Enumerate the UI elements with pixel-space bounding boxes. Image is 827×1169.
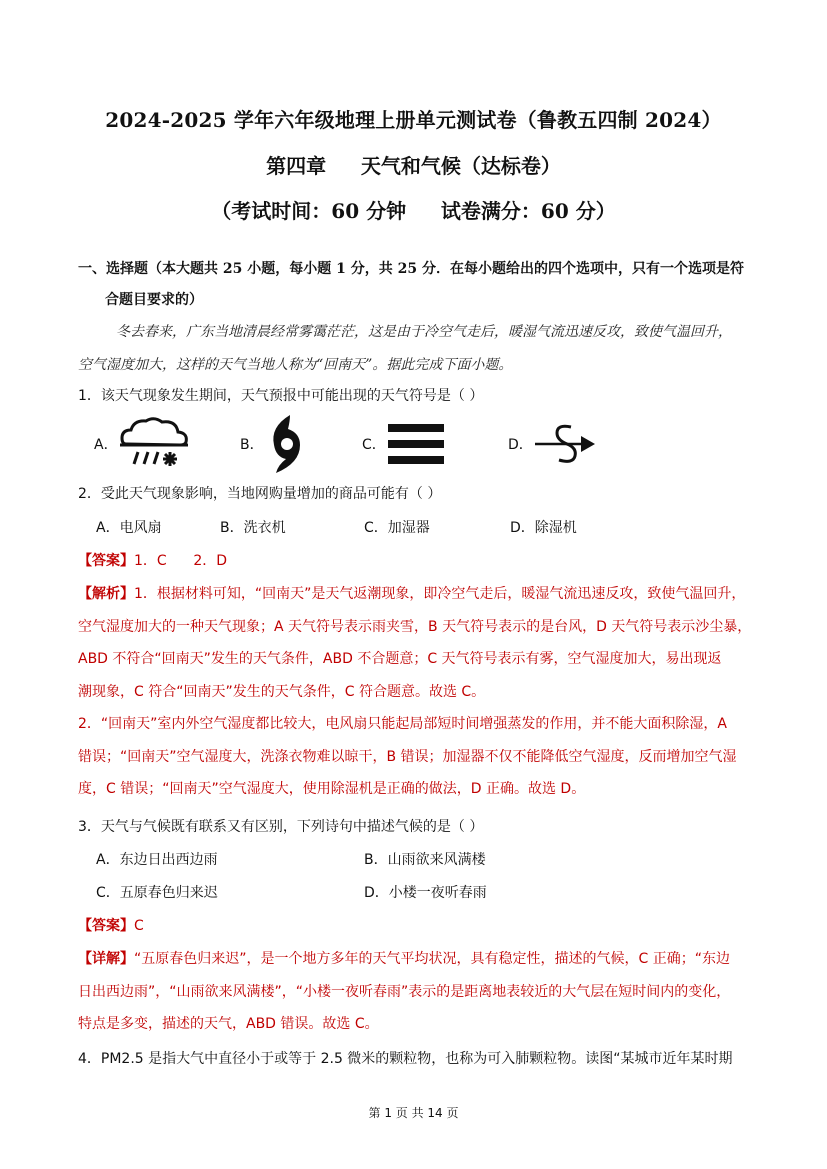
analysis-tag: 【解析】 <box>78 586 134 602</box>
analysis-line: 【解析】1．根据材料可知，“回南天”是天气返潮现象，即冷空气走后，暖湿气流迅速反攻，致使气温回升， <box>78 586 746 602</box>
rain-snow-cloud-icon <box>118 414 190 474</box>
chapter-title: 第四章 天气和气候（达标卷） <box>266 154 561 178</box>
option-d-label: D． <box>508 437 533 453</box>
section-heading <box>78 254 758 316</box>
reading-passage <box>78 316 758 382</box>
option-d <box>508 412 597 476</box>
analysis-line: 【详解】“五原春色归来迟”，是一个地方多年的天气平均状况，具有稳定性，描述的气候，C 正确；“东边 <box>78 951 730 967</box>
option-a-label: A． <box>94 437 118 453</box>
option-c: C．加湿器 <box>364 520 430 536</box>
option-c-label: C． <box>362 437 386 453</box>
analysis-line: 度，C 错误；“回南天”空气湿度大，使用除湿机是正确的做法，D 正确。故选 D。 <box>78 781 586 797</box>
section-heading-line1: 一、选择题（本大题共 25 小题，每小题 1 分，共 25 分．在每小题给出的四个选项中，只有一个选项是符 <box>78 261 744 277</box>
answer-tag: 【答案】 <box>78 918 134 934</box>
passage-line: 冬去春来，广东当地清晨经常雾霭茫茫，这是由于冷空气走后，暖湿气流迅速反攻，致使气温回升， <box>116 324 732 340</box>
option-c <box>362 412 446 476</box>
analysis-line: 空气湿度加大的一种天气现象；A 天气符号表示雨夹雪，B 天气符号表示的是台风，D 天气符号表示沙尘暴， <box>78 618 752 635</box>
typhoon-icon <box>264 413 308 475</box>
question-3-options <box>96 845 696 908</box>
answer-text: 1．C 2．D <box>134 553 228 569</box>
option-c: C．五原春色归来迟 <box>96 885 218 901</box>
passage-line: 空气湿度加大，这样的天气当地人称为“回南天”。据此完成下面小题。 <box>78 357 513 373</box>
analysis-line: ABD 不符合“回南天”发生的天气条件，ABD 不合题意；C 天气符号表示有雾，空气湿度加大，易出现返 <box>78 651 722 667</box>
analysis-line: 潮现象，C 符合“回南天”发生的天气条件，C 符合题意。故选 C。 <box>78 683 486 700</box>
option-b <box>240 412 308 476</box>
document-title: 2024-2025 学年六年级地理上册单元测试卷（鲁教五四制 2024） <box>105 108 722 132</box>
analysis-1-2 <box>78 578 758 806</box>
question-4-stem: 4．PM2.5 是指大气中直径小于或等于 2.5 微米的颗粒物，也称为可入肺颗粒物。读图“某城市近年某时期 <box>78 1051 733 1067</box>
option-b: B．山雨欲来风满楼 <box>364 852 486 868</box>
analysis-line: 日出西边雨”，“山雨欲来风满楼”，“小楼一夜听春雨”表示的是距离地表较近的大气层在短时间内的变化， <box>78 983 731 1000</box>
sandstorm-icon <box>533 422 597 466</box>
question-3-stem: 3．天气与气候既有联系又有区别，下列诗句中描述气候的是（ ） <box>78 819 484 835</box>
question-2-stem: 2．受此天气现象影响，当地网购量增加的商品可能有（ ） <box>78 486 442 502</box>
question-1-options <box>94 412 654 476</box>
option-b-label: B． <box>240 437 264 453</box>
analysis-line: 特点是多变，描述的天气，ABD 错误。故选 C。 <box>78 1016 379 1032</box>
section-heading-line2: 合题目要求的） <box>105 292 203 308</box>
analysis-tag: 【详解】 <box>78 951 134 967</box>
question-2-options <box>96 513 776 543</box>
answer-1-2 <box>78 545 758 578</box>
question-1-stem: 1．该天气现象发生期间，天气预报中可能出现的天气符号是（ ） <box>78 388 484 404</box>
option-d: D．小楼一夜听春雨 <box>364 885 487 901</box>
option-a <box>94 412 190 476</box>
exam-info: （考试时间：60 分钟 试卷满分：60 分） <box>211 199 616 223</box>
analysis-line: 2．“回南天”室内外空气湿度都比较大，电风扇只能起局部短时间增强蒸发的作用，并不能大面积除湿，A <box>78 716 727 732</box>
option-b: B．洗衣机 <box>220 520 286 536</box>
answer-3 <box>78 910 758 943</box>
option-a: A．电风扇 <box>96 520 162 536</box>
fog-icon <box>386 422 446 466</box>
analysis-3 <box>78 943 758 1041</box>
answer-tag: 【答案】 <box>78 553 134 569</box>
answer-text: C <box>134 918 144 934</box>
analysis-line: 错误；“回南天”空气湿度大，洗涤衣物难以晾干，B 错误；加湿器不仅不能降低空气湿度，反而增加空气湿 <box>78 748 737 765</box>
page-footer: 第 1 页 共 14 页 <box>368 1106 459 1120</box>
option-a: A．东边日出西边雨 <box>96 852 218 868</box>
option-d: D．除湿机 <box>510 520 577 536</box>
